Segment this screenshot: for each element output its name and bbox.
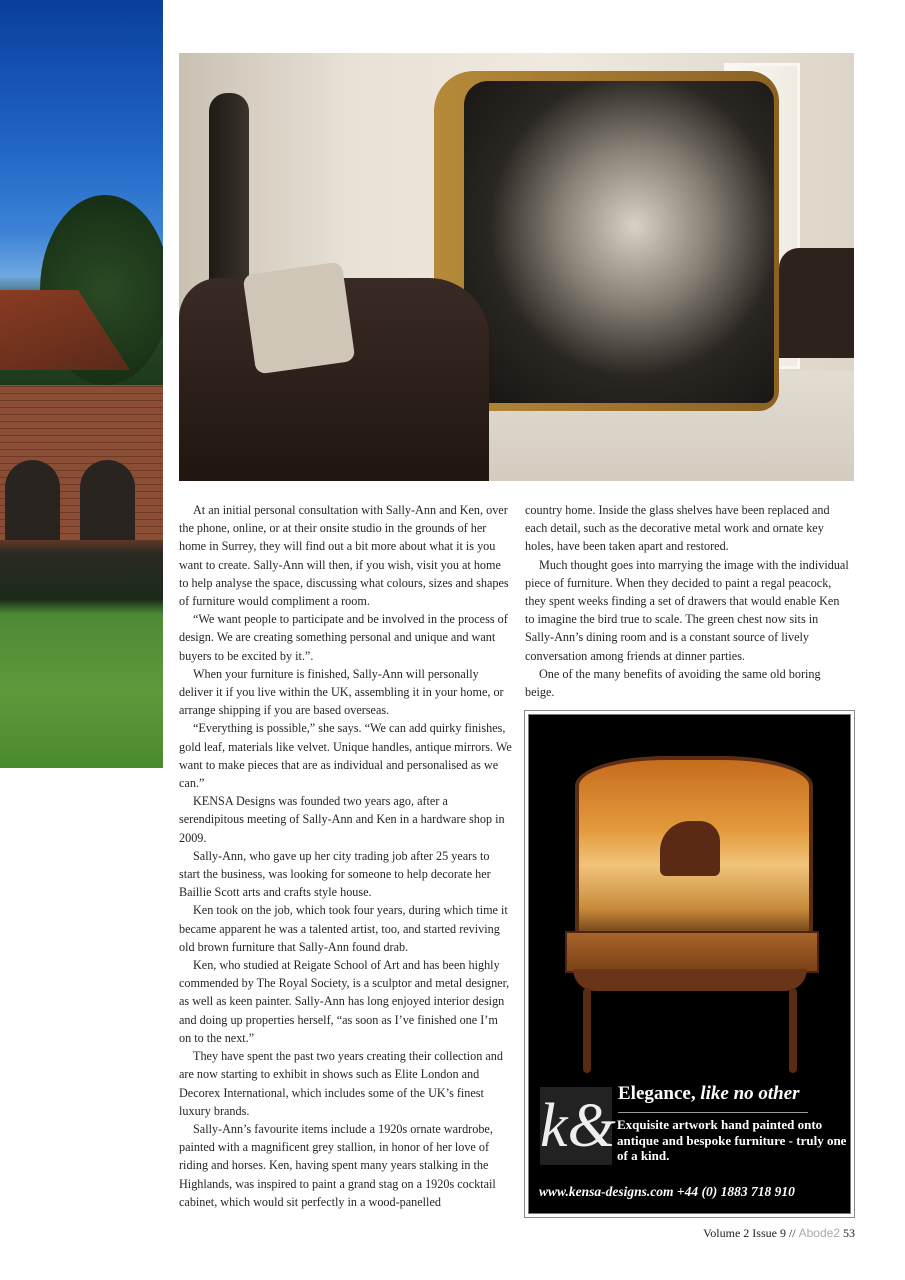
kensa-logo: k&	[540, 1087, 612, 1165]
page-folio: Volume 2 Issue 9 // Abode2 53	[703, 1226, 855, 1240]
paragraph: “Everything is possible,” she says. “We can add quirky finishes, gold leaf, materials like velvet. Unique handles, antique mirrors. We want to make pieces that are as individual and personalised as we can.”	[179, 721, 512, 791]
divider	[618, 1112, 808, 1113]
stag-cabinet-image	[565, 736, 815, 1086]
paragraph: Ken, who studied at Reigate School of Art and has been highly commended by The Royal Society, is a sculptor and metal designer, as well as keen painter. Sally-Ann has long enjoyed interior design and doing up properties herself, “as soon as I’ve finished one I’m on to the next.”	[179, 958, 510, 1045]
paragraph: “We want people to participate and be involved in the process of design. We are creating something personal and unique and want buyers to be excited by it.”.	[179, 612, 508, 663]
house-garden-photo	[0, 0, 163, 768]
article-column-1	[179, 501, 512, 1211]
paragraph: Much thought goes into marrying the image with the individual piece of furniture. When they decided to paint a regal peacock, they spent weeks finding a set of drawers that would enable Ken to imagine the bird true to scale. The green chest now sits in Sally-Ann’s dining room and is a constant source of lively conversation among friends at dinner parties.	[525, 557, 849, 663]
ad-headline: Elegance, like no other	[618, 1083, 800, 1104]
paragraph: Sally-Ann’s favourite items include a 1920s ornate wardrobe, painted with a magnificent grey stallion, in honor of her love of riding and horses. Ken, having spent many years stalking in the Highlands, was inspired to paint a grand stag on a 1920s cocktail cabinet, which would sit perfectly in a wood-panelled	[179, 1121, 496, 1209]
paragraph: country home. Inside the glass shelves have been replaced and each detail, such as the decorative metal work and ornate key holes, have been taken apart and restored.	[525, 503, 830, 554]
ad-subline: Exquisite artwork hand painted onto antique and bespoke furniture - truly one of a kind.	[617, 1117, 847, 1163]
paragraph: At an initial personal consultation with Sally-Ann and Ken, over the phone, online, or at their onsite studio in the grounds of her home in Surrey, they will find out a bit more about what it is you want to create. Sally-Ann will then, if you wish, visit you at home to help analyse the space, discussing what colours, sizes and shapes of furniture would compliment a room.	[179, 503, 509, 609]
paragraph: Sally-Ann, who gave up her city trading job after 25 years to start the business, was looking for someone to help decorate her Baillie Scott arts and crafts style house.	[179, 848, 491, 900]
ad-contact: www.kensa-designs.com +44 (0) 1883 718 910	[539, 1184, 795, 1199]
tiger-cabinet-photo	[179, 53, 854, 481]
paragraph: Ken took on the job, which took four years, during which time it became apparent he was a talented artist, too, and started reviving old brown furniture that Sally-Ann found drab.	[179, 903, 508, 954]
paragraph: One of the many benefits of avoiding the same old boring beige.	[525, 666, 821, 700]
kensa-advertisement	[524, 710, 855, 1218]
paragraph: They have spent the past two years creating their collection and are now starting to exhibit in shows such as Elite London and Decorex International, which includes some of the UK’s finest luxury brands.	[179, 1049, 503, 1118]
article-column-2	[525, 501, 850, 701]
paragraph: When your furniture is finished, Sally-Ann will personally deliver it if you live within the UK, assembling it in your home, or arrange shipping if you are based overseas.	[179, 666, 504, 718]
paragraph: KENSA Designs was founded two years ago, after a serendipitous meeting of Sally-Ann and Ken in a hardware shop in 2009.	[179, 794, 505, 845]
